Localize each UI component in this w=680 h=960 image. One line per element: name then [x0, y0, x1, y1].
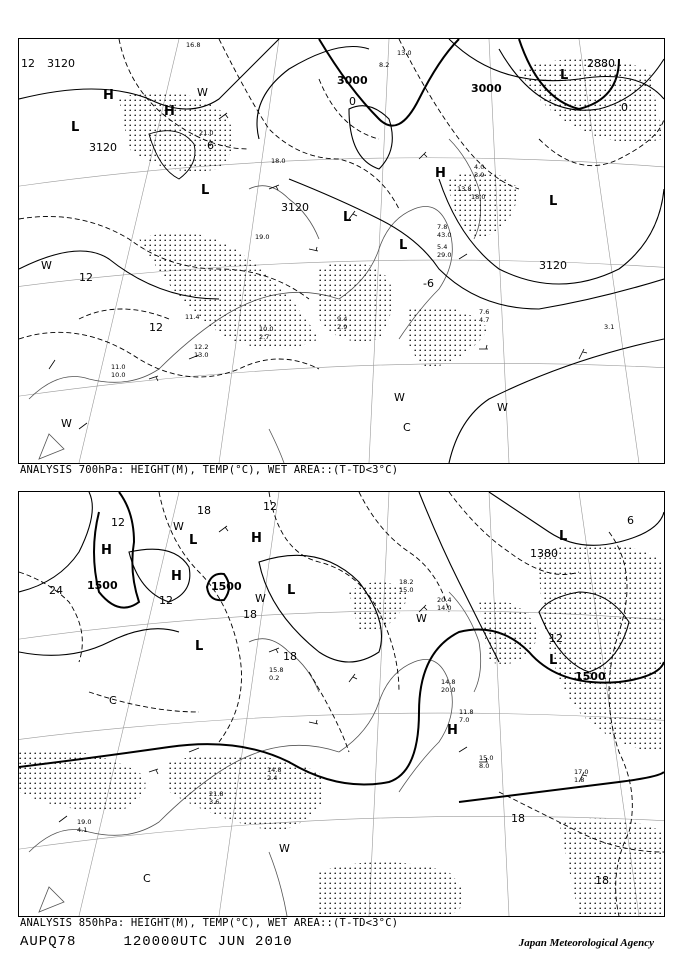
svg-text:3.9: 3.9 — [474, 171, 485, 179]
map-labels-850 — [49, 500, 634, 887]
height-label: 3120 — [281, 201, 309, 214]
isotherm-label: 0 — [349, 95, 356, 108]
svg-text:5.4: 5.4 — [437, 243, 448, 251]
svg-text:4.0: 4.0 — [474, 163, 485, 171]
pressure-center-high: H — [171, 569, 182, 584]
map-panel-700hpa — [18, 38, 665, 464]
temp-center-cold: C — [143, 872, 151, 885]
isotherm-label: 18 — [595, 874, 609, 887]
svg-text:1.8: 1.8 — [574, 776, 585, 784]
temp-center-cold: C — [403, 421, 411, 434]
svg-text:4.1: 4.1 — [77, 826, 88, 834]
svg-text:3.1: 3.1 — [604, 323, 615, 331]
svg-text:13.8: 13.8 — [457, 185, 472, 193]
height-label: 3000 — [471, 82, 502, 95]
svg-text:7.8: 7.8 — [437, 223, 448, 231]
chart-time: 120000UTC JUN 2010 — [123, 934, 293, 950]
height-label: 1500 — [211, 580, 242, 593]
wet-areas — [19, 544, 664, 916]
svg-text:15.0: 15.0 — [479, 754, 494, 762]
svg-text:13.0: 13.0 — [397, 49, 412, 57]
pressure-center-high: H — [447, 723, 458, 738]
isotherm-label: 6 — [207, 139, 214, 152]
isotherm-label: 0 — [621, 101, 628, 114]
caption-850hpa: ANALYSIS 850hPa: HEIGHT(M), TEMP(°C), WET AREA::(T-TD<3°C) — [20, 917, 399, 929]
isotherm-label: 12 — [21, 57, 35, 70]
pressure-center-high: H — [164, 104, 175, 119]
pressure-center-low: L — [201, 183, 210, 198]
chart-identifier — [20, 934, 293, 950]
svg-text:19.0: 19.0 — [77, 818, 92, 826]
map-700hpa — [19, 39, 664, 463]
temp-center-warm: W — [416, 612, 427, 625]
svg-text:11.4: 11.4 — [185, 313, 200, 321]
isotherm-label: 18 — [243, 608, 257, 621]
isotherm-label: -6 — [423, 277, 434, 290]
temp-center-warm: W — [394, 391, 405, 404]
svg-text:9.4: 9.4 — [337, 315, 348, 323]
height-label: 1500 — [87, 579, 118, 592]
isotherm-label: 18 — [511, 812, 525, 825]
height-label: 3120 — [89, 141, 117, 154]
svg-text:20.4: 20.4 — [437, 596, 452, 604]
pressure-center-low: L — [287, 583, 296, 598]
pressure-center-low: L — [549, 194, 558, 209]
temp-center-cold: C — [109, 694, 117, 707]
svg-text:13.0: 13.0 — [194, 351, 209, 359]
height-label: 3120 — [539, 259, 567, 272]
isotherm-label: 24 — [49, 584, 63, 597]
pressure-center-low: L — [195, 639, 204, 654]
height-label: 1380 — [530, 547, 558, 560]
svg-text:10.0: 10.0 — [259, 325, 274, 333]
pressure-center-low: L — [549, 653, 558, 668]
svg-text:14.8: 14.8 — [441, 678, 456, 686]
svg-text:18.2: 18.2 — [399, 578, 414, 586]
pressure-center-low: L — [559, 529, 568, 544]
pressure-center-high: H — [103, 88, 114, 103]
isotherm-label: 12 — [79, 271, 93, 284]
height-label: 2880 — [587, 57, 615, 70]
svg-text:14.0: 14.0 — [437, 604, 452, 612]
svg-text:2.4: 2.4 — [267, 774, 278, 782]
isotherm-label: 12 — [263, 500, 277, 513]
height-label: 3120 — [47, 57, 75, 70]
chart-code: AUPQ78 — [20, 934, 77, 950]
isotherm-label: 12 — [549, 632, 563, 645]
svg-text:17.0: 17.0 — [574, 768, 589, 776]
height-label: 1500 — [575, 670, 606, 683]
svg-text:7.6: 7.6 — [479, 308, 490, 316]
temp-center-warm: W — [197, 86, 208, 99]
pressure-center-low: L — [71, 120, 80, 135]
isotherm-label: 12 — [159, 594, 173, 607]
pressure-center-low: L — [399, 238, 408, 253]
caption-700hpa: ANALYSIS 700hPa: HEIGHT(M), TEMP(°C), WET AREA::(T-TD<3°C) — [20, 464, 399, 476]
pressure-center-low: L — [343, 210, 352, 225]
isotherm-label: 6 — [627, 514, 634, 527]
svg-text:7.0: 7.0 — [459, 716, 470, 724]
svg-text:29.0: 29.0 — [437, 251, 452, 259]
svg-text:14.8: 14.8 — [267, 766, 282, 774]
temp-center-warm: W — [61, 417, 72, 430]
svg-text:18.0: 18.0 — [271, 157, 286, 165]
height-label: 3000 — [337, 74, 368, 87]
temp-center-warm: W — [497, 401, 508, 414]
pressure-center-high: H — [435, 166, 446, 181]
svg-text:16.8: 16.8 — [186, 41, 201, 49]
agency-name: Japan Meteorological Agency — [518, 937, 654, 949]
svg-text:18.0: 18.0 — [471, 193, 486, 201]
svg-text:12.2: 12.2 — [194, 343, 209, 351]
svg-text:19.0: 19.0 — [255, 233, 270, 241]
svg-text:21.8: 21.8 — [209, 790, 224, 798]
isotherm-label: 12 — [111, 516, 125, 529]
svg-text:20.0: 20.0 — [441, 686, 456, 694]
pressure-center-high: H — [251, 531, 262, 546]
pressure-center-low: L — [560, 68, 569, 83]
temp-center-warm: W — [255, 592, 266, 605]
temp-center-warm: W — [41, 259, 52, 272]
temp-center-warm: W — [173, 520, 184, 533]
svg-text:0.2: 0.2 — [269, 674, 280, 682]
svg-text:4.7: 4.7 — [479, 316, 490, 324]
station-barbs — [49, 113, 587, 429]
svg-text:8.2: 8.2 — [379, 61, 390, 69]
map-panel-850hpa — [18, 491, 665, 917]
pressure-center-low: L — [189, 533, 198, 548]
isotherm-label: 18 — [283, 650, 297, 663]
svg-text:3.6: 3.6 — [209, 798, 220, 806]
svg-text:2.7: 2.7 — [259, 333, 270, 341]
isotherm-label: 18 — [197, 504, 211, 517]
isotherm-label: 12 — [149, 321, 163, 334]
svg-text:11.8: 11.8 — [459, 708, 474, 716]
temp-center-warm: W — [279, 842, 290, 855]
svg-text:15.8: 15.8 — [269, 666, 284, 674]
svg-text:11.0: 11.0 — [111, 363, 126, 371]
svg-text:21.0: 21.0 — [199, 129, 214, 137]
svg-text:15.0: 15.0 — [399, 586, 414, 594]
svg-text:43.0: 43.0 — [437, 231, 452, 239]
wet-areas — [119, 59, 664, 369]
svg-text:2.9: 2.9 — [337, 323, 348, 331]
svg-text:8.0: 8.0 — [479, 762, 490, 770]
pressure-center-high: H — [101, 543, 112, 558]
map-850hpa — [19, 492, 664, 916]
svg-text:10.0: 10.0 — [111, 371, 126, 379]
